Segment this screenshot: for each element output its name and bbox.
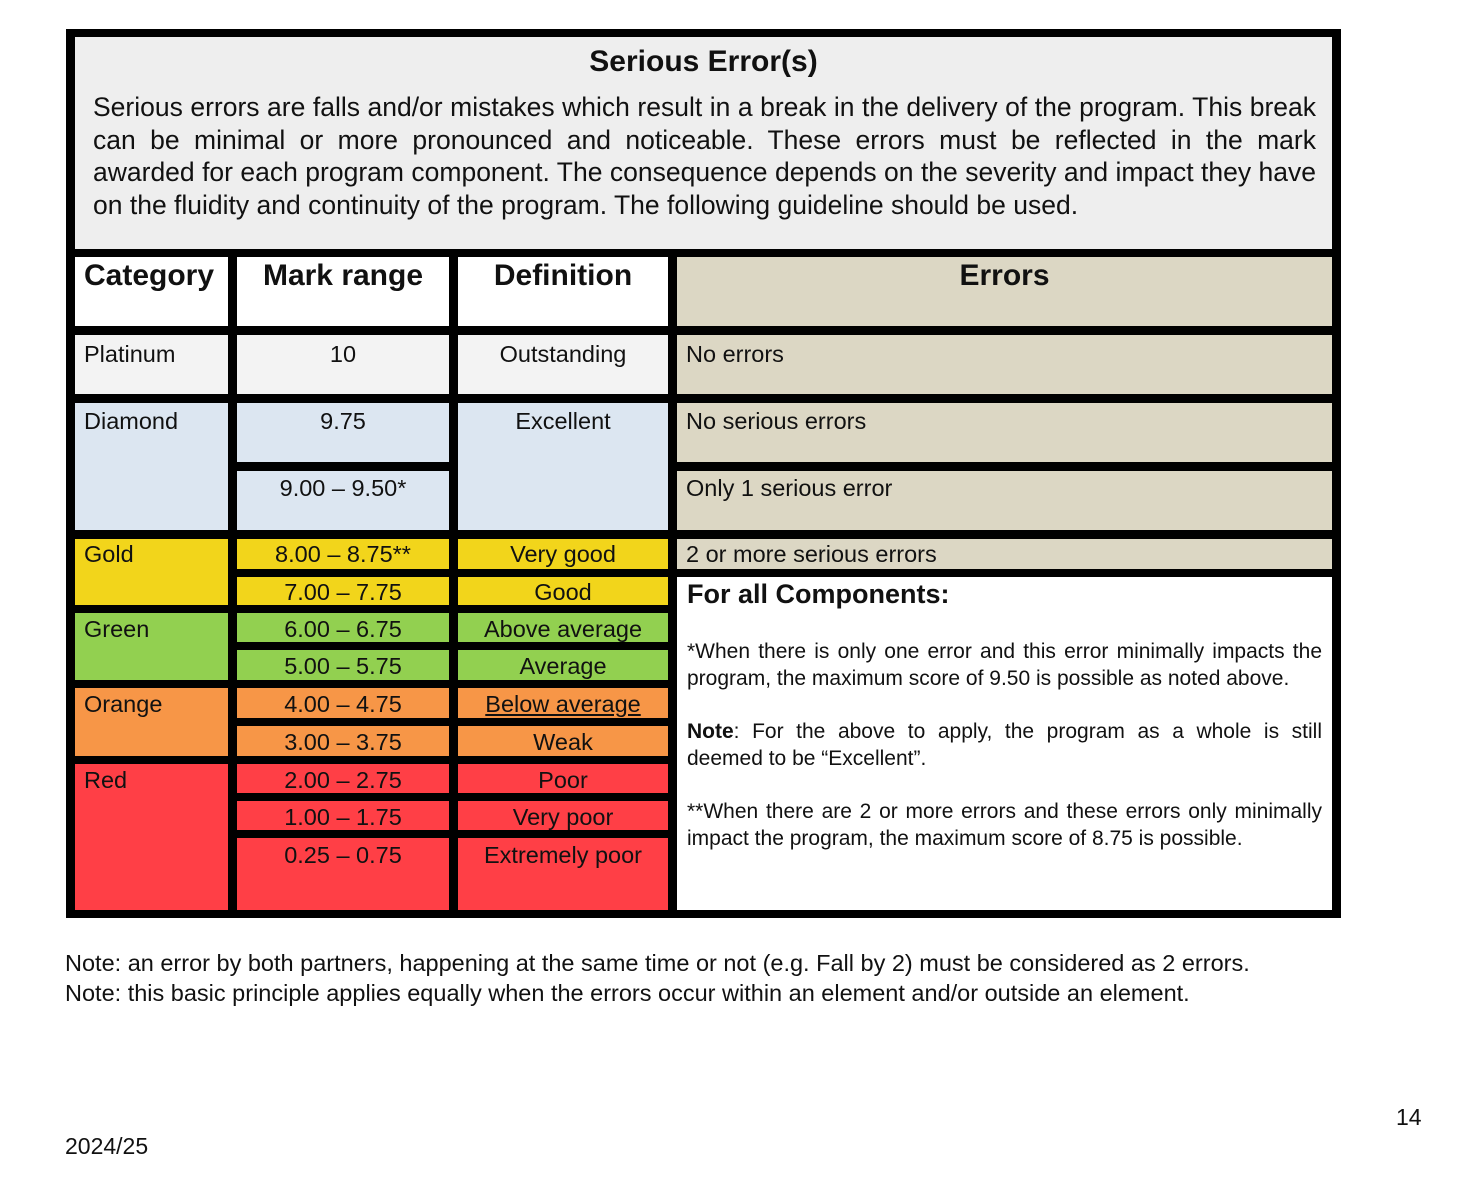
season-label: 2024/25 <box>65 1133 149 1159</box>
category-red: Red <box>75 764 228 910</box>
header-category: Category <box>75 257 228 326</box>
category-gold: Gold <box>75 539 228 605</box>
mark-range-cell: 10 <box>237 335 449 394</box>
mark-range-cell: 1.00 – 1.75 <box>237 801 449 830</box>
errors-cell: No errors <box>677 335 1332 394</box>
header-errors: Errors <box>677 257 1332 326</box>
mark-range-cell: 9.75 <box>237 403 449 462</box>
footer-note-element: Note: this basic principle applies equally when the errors occur within an element and/or outside an element. <box>65 980 1190 1006</box>
definition-cell: Very poor <box>458 801 668 830</box>
mark-range-cell: 7.00 – 7.75 <box>237 577 449 605</box>
category-platinum: Platinum <box>75 335 228 394</box>
mark-range-cell: 6.00 – 6.75 <box>237 613 449 642</box>
mark-range-cell: 4.00 – 4.75 <box>237 688 449 718</box>
mark-range-cell: 5.00 – 5.75 <box>237 650 449 680</box>
note-excellent-text: : For the above to apply, the program as a whole is still deemed to be “Excellent”. <box>687 720 1322 770</box>
components-notes <box>677 577 1332 910</box>
mark-range-cell: 9.00 – 9.50* <box>237 471 449 530</box>
definition-cell: Extremely poor <box>458 838 668 910</box>
definition-cell: Poor <box>458 764 668 793</box>
note-excellent <box>687 718 1322 772</box>
mark-range-cell: 2.00 – 2.75 <box>237 764 449 793</box>
note-one-error: *When there is only one error and this error minimally impacts the program, the maximum score of 9.50 is possible as noted above. <box>687 640 1322 690</box>
table-title: Serious Error(s) <box>589 45 818 78</box>
serious-errors-table <box>66 29 1341 918</box>
header-definition: Definition <box>458 257 668 326</box>
page-number: 14 <box>1396 1104 1422 1130</box>
note-two-errors: **When there are 2 or more errors and these errors only minimally impact the program, the maximum score of 8.75 is possible. <box>687 800 1322 850</box>
note-label: Note <box>687 720 734 743</box>
notes-title: For all Components: <box>687 579 950 609</box>
definition-cell: Below average <box>458 688 668 718</box>
mark-range-cell: 8.00 – 8.75** <box>237 539 449 569</box>
definition-cell: Above average <box>458 613 668 642</box>
category-diamond: Diamond <box>75 403 228 530</box>
definition-cell: Average <box>458 650 668 680</box>
errors-cell: Only 1 serious error <box>677 471 1332 530</box>
definition-cell: Good <box>458 577 668 605</box>
definition-cell: Very good <box>458 539 668 569</box>
footer-note-partners: Note: an error by both partners, happening at the same time or not (e.g. Fall by 2) must be considered as 2 errors. <box>65 950 1250 976</box>
category-green: Green <box>75 613 228 680</box>
definition-cell: Weak <box>458 726 668 756</box>
category-orange: Orange <box>75 688 228 756</box>
intro-box <box>75 37 1332 249</box>
definition-cell: Excellent <box>458 403 668 530</box>
mark-range-cell: 3.00 – 3.75 <box>237 726 449 756</box>
definition-cell: Outstanding <box>458 335 668 394</box>
header-mark-range: Mark range <box>237 257 449 326</box>
intro-paragraph: Serious errors are falls and/or mistakes which result in a break in the delivery of the program. This break can be minimal or more pronounced and noticeable. These errors must be reflected in the mark awarded for each program component. The consequence depends on the severity and impact they have on the fluidity and continuity of the program. The following guideline should be used. <box>93 92 1316 220</box>
errors-cell: 2 or more serious errors <box>677 539 1332 569</box>
mark-range-cell: 0.25 – 0.75 <box>237 838 449 910</box>
errors-cell: No serious errors <box>677 403 1332 462</box>
